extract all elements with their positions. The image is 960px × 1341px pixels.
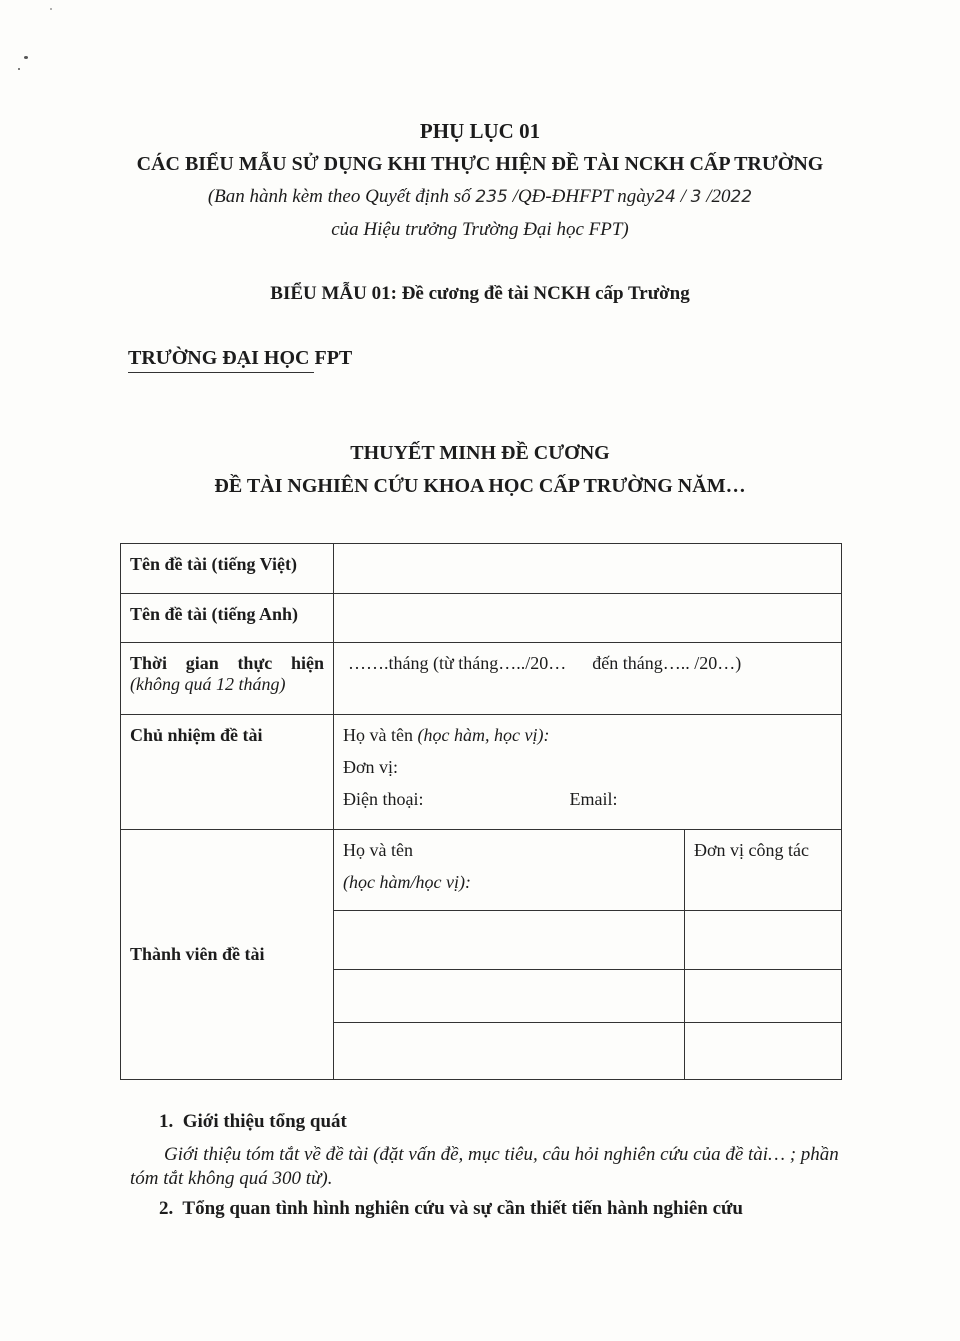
form-label-bold: BIỂU MẪU 01: [270, 283, 397, 304]
duration-label: Thời gian thực hiện [130, 653, 324, 673]
institution-underline [128, 372, 314, 373]
duration-value-a: …….tháng (từ tháng…../20… [348, 653, 567, 673]
section-1-heading: 1. Giới thiệu tổng quát [159, 1111, 347, 1132]
scan-speck [18, 68, 20, 70]
project-info-table [120, 543, 842, 1080]
form-label [0, 283, 960, 305]
decision-year-suffix: 22 [730, 187, 753, 207]
duration-field[interactable] [334, 643, 842, 715]
scan-speck [24, 56, 28, 59]
issuer-line: của Hiệu trưởng Trường Đại học FPT) [331, 219, 629, 240]
document-title-line2: ĐỀ TÀI NGHIÊN CỨU KHOA HỌC CẤP TRƯỜNG NĂM… [214, 475, 746, 497]
member-name-cell[interactable] [334, 970, 685, 1023]
member-unit-cell[interactable] [685, 970, 842, 1023]
pi-name-line: Họ và tên (học hàm, học vị): [343, 725, 550, 745]
appendix-title: PHỤ LỤC 01 [419, 119, 541, 143]
decision-mid: /QĐ-ĐHFPT ngày [507, 186, 655, 207]
section-1-body: Giới thiệu tóm tắt về đề tài (đặt vấn đề, mục tiêu, câu hỏi nghiên cứu của đề tài… ; phần tóm tắt không quá 300 từ). [130, 1144, 839, 1189]
title-vi-label: Tên đề tài (tiếng Việt) [121, 544, 334, 594]
pi-email: Email: [569, 789, 618, 809]
section-2-heading: 2. Tổng quan tình hình nghiên cứu và sự cần thiết tiến hành nghiên cứu [159, 1198, 743, 1219]
members-unit-header: Đơn vị công tác [685, 830, 842, 911]
form-label-rest: Đề cương đề tài NCKH cấp Trường [396, 283, 690, 304]
pi-label: Chủ nhiệm đề tài [121, 715, 334, 830]
title-en-field[interactable] [334, 594, 842, 643]
decision-prefix: (Ban hành kèm theo Quyết định số [207, 186, 476, 207]
title-vi-field[interactable] [334, 544, 842, 594]
scan-speck [50, 8, 52, 10]
pi-field[interactable] [334, 715, 842, 830]
member-name-cell[interactable] [334, 1023, 685, 1080]
members-name-header: Họ và tên (học hàm/học vị): [334, 830, 685, 911]
decision-year-prefix: /20 [701, 186, 731, 207]
duration-label-cell [121, 643, 334, 715]
pi-contact-line [343, 783, 832, 815]
decision-month: 3 [690, 187, 702, 207]
member-unit-cell[interactable] [685, 911, 842, 970]
decision-day: 24 [654, 187, 676, 207]
title-en-label: Tên đề tài (tiếng Anh) [121, 594, 334, 643]
document-title-line1: THUYẾT MINH ĐỀ CƯƠNG [350, 442, 610, 464]
pi-unit-line: Đơn vị: [343, 757, 399, 777]
duration-value-b: đến tháng….. /20…) [592, 653, 742, 673]
decision-number: 235 [475, 187, 508, 207]
duration-note: (không quá 12 tháng) [130, 674, 286, 694]
decision-line: (Ban hành kèm theo Quyết định số 235 /QĐ-ĐHFPT ngày24 / 3 /2022 [207, 186, 753, 207]
institution-name: TRƯỜNG ĐẠI HỌC FPT [128, 347, 353, 369]
forms-title: CÁC BIỂU MẪU SỬ DỤNG KHI THỰC HIỆN ĐỀ TÀI NCKH CẤP TRƯỜNG [136, 153, 824, 175]
member-name-cell[interactable] [334, 911, 685, 970]
pi-phone: Điện thoại: [343, 789, 424, 809]
member-unit-cell[interactable] [685, 1023, 842, 1080]
members-label: Thành viên đề tài [121, 830, 334, 1080]
